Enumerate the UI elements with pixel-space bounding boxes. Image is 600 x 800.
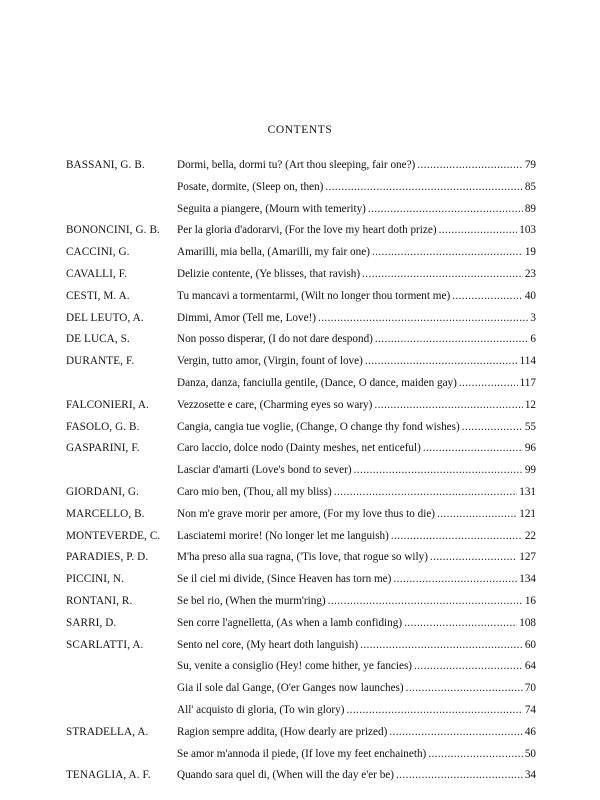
song-title: Tu mancavi a tormentarmi, (Wilt no longer thou torment me) (177, 289, 451, 302)
song-title: Se bel rio, (When the murm'ring) (177, 594, 326, 607)
page-number: 131 (519, 485, 536, 498)
dot-leader (430, 547, 517, 569)
composer-name: PARADIES, P. D. (66, 551, 149, 564)
song-title: Lasciatemi morire! (No longer let me languish) (177, 529, 389, 542)
dot-leader (328, 591, 523, 613)
dot-leader (375, 329, 528, 351)
composer-name: RONTANI, R. (66, 594, 133, 607)
toc-entry (66, 220, 536, 242)
song-title-line (177, 765, 536, 787)
toc-entry (66, 438, 536, 460)
song-title-line (177, 373, 536, 395)
song-title-line (177, 635, 536, 657)
song-title: Per la gloria d'adorarvi, (For the love my heart doth prize) (177, 224, 437, 237)
song-title-line (177, 569, 536, 591)
dot-leader (396, 765, 523, 787)
composer-name: DEL LEUTO, A. (66, 311, 144, 324)
song-title-line (177, 482, 536, 504)
page-number: 16 (524, 594, 536, 607)
toc-entry (66, 744, 536, 766)
table-of-contents (66, 155, 536, 787)
page-number: 103 (519, 224, 536, 237)
toc-entry (66, 547, 536, 569)
song-title: Su, venite a consiglio (Hey! come hither, ye fancies) (177, 660, 413, 673)
song-title-line (177, 242, 536, 264)
toc-entry (66, 613, 536, 635)
composer-name: CESTI, M. A. (66, 289, 130, 302)
dot-leader (325, 177, 522, 199)
dot-leader (417, 155, 523, 177)
song-title-line (177, 700, 536, 722)
dot-leader (406, 678, 523, 700)
page-number: 12 (524, 398, 536, 411)
toc-entry (66, 395, 536, 417)
song-title: Posate, dormite, (Sleep on, then) (177, 180, 324, 193)
dot-leader (459, 373, 518, 395)
song-title: Non m'e grave morir per amore, (For my love thus to die) (177, 507, 436, 520)
page-number: 70 (524, 682, 536, 695)
composer-name: SCARLATTI, A. (66, 638, 144, 651)
song-title: Ragion sempre addita, (How dearly are prized) (177, 725, 388, 738)
song-title-line (177, 460, 536, 482)
dot-leader (318, 308, 528, 330)
page-number: 6 (530, 333, 536, 346)
dot-leader (362, 264, 523, 286)
song-title: Amarilli, mia bella, (Amarilli, my fair one) (177, 246, 370, 259)
song-title: Se amor m'annoda il piede, (If love my feet enchaineth) (177, 747, 427, 760)
toc-entry (66, 526, 536, 548)
toc-entry (66, 765, 536, 787)
song-title-line (177, 199, 536, 221)
page-number: 34 (524, 769, 536, 782)
page-number: 96 (524, 442, 536, 455)
song-title: Vergin, tutto amor, (Virgin, fount of love) (177, 355, 363, 368)
composer-name: DE LUCA, S. (66, 333, 130, 346)
page-number: 46 (524, 725, 536, 738)
song-title-line (177, 656, 536, 678)
page-number: 79 (524, 159, 536, 171)
dot-leader (437, 504, 517, 526)
page-number: 89 (524, 202, 536, 215)
dot-leader (428, 744, 523, 766)
composer-name: CACCINI, G. (66, 246, 130, 259)
page-number: 108 (519, 616, 536, 629)
song-title-line (177, 591, 536, 613)
song-title: Se il ciel mi divide, (Since Heaven has torn me) (177, 573, 392, 586)
dot-leader (365, 351, 518, 373)
song-title: Danza, danza, fanciulla gentile, (Dance, O dance, maiden gay) (177, 376, 457, 389)
song-title: M'ha preso alla sua ragna, ('Tis love, that rogue so wily) (177, 551, 428, 564)
page-number: 121 (519, 507, 536, 520)
toc-entry (66, 482, 536, 504)
song-title: Gia il sole dal Gange, (O'er Ganges now launches) (177, 682, 404, 695)
song-title-line (177, 220, 536, 242)
composer-name: GIORDANI, G. (66, 485, 139, 498)
composer-name: GASPARINI, F. (66, 442, 140, 455)
song-title: Dimmi, Amor (Tell me, Love!) (177, 311, 317, 324)
song-title: Cangia, cangia tue voglie, (Change, O change thy fond wishes) (177, 420, 460, 433)
dot-leader (360, 635, 523, 657)
page-number: 64 (524, 660, 536, 673)
toc-entry (66, 722, 536, 744)
dot-leader (334, 482, 517, 504)
toc-entry (66, 308, 536, 330)
page-number: 50 (524, 747, 536, 760)
song-title-line (177, 155, 536, 177)
page-number: 127 (519, 551, 536, 564)
composer-name: PICCINI, N. (66, 573, 124, 586)
toc-entry (66, 351, 536, 373)
toc-entry (66, 155, 536, 177)
composer-name: MARCELLO, B. (66, 507, 145, 520)
toc-entry (66, 286, 536, 308)
toc-entry (66, 460, 536, 482)
song-title-line (177, 395, 536, 417)
page-number: 22 (524, 529, 536, 542)
dot-leader (389, 722, 523, 744)
song-title-line (177, 329, 536, 351)
page-number: 85 (524, 180, 536, 193)
song-title: Lasciar d'amarti (Love's bond to sever) (177, 464, 352, 477)
page-number: 117 (519, 376, 536, 389)
dot-leader (374, 395, 522, 417)
song-title-line (177, 526, 536, 548)
toc-entry (66, 373, 536, 395)
page-number: 60 (524, 638, 536, 651)
song-title-line (177, 678, 536, 700)
song-title: Sento nel core, (My heart doth languish) (177, 638, 359, 651)
song-title: Caro mio ben, (Thou, all my bliss) (177, 485, 332, 498)
page-number: 3 (530, 311, 536, 324)
toc-entry (66, 199, 536, 221)
dot-leader (404, 613, 517, 635)
toc-entry (66, 329, 536, 351)
dot-leader (372, 242, 523, 264)
composer-name: TENAGLIA, A. F. (66, 769, 151, 782)
song-title: Caro laccio, dolce nodo (Dainty meshes, net enticeful) (177, 442, 421, 455)
dot-leader (354, 460, 523, 482)
dot-leader (414, 656, 523, 678)
song-title-line (177, 177, 536, 199)
toc-entry (66, 264, 536, 286)
song-title-line (177, 417, 536, 439)
song-title: Delizie contente, (Ye blisses, that ravish) (177, 267, 361, 280)
composer-name: FASOLO, G. B. (66, 420, 140, 433)
song-title-line (177, 308, 536, 330)
toc-entry (66, 591, 536, 613)
page-number: 55 (524, 420, 536, 433)
song-title: Sen corre l'agnelletta, (As when a lamb confiding) (177, 616, 403, 629)
song-title: All' acquisto di gloria, (To win glory) (177, 703, 345, 716)
dot-leader (368, 199, 523, 221)
song-title-line (177, 547, 536, 569)
song-title-line (177, 613, 536, 635)
song-title-line (177, 504, 536, 526)
toc-entry (66, 700, 536, 722)
song-title-line (177, 744, 536, 766)
song-title-line (177, 264, 536, 286)
page-number: 23 (524, 267, 536, 280)
page-number: 40 (524, 289, 536, 302)
song-title: Vezzosette e care, (Charming eyes so wary) (177, 398, 373, 411)
song-title-line (177, 438, 536, 460)
composer-name: BONONCINI, G. B. (66, 224, 160, 237)
composer-name: BASSANI, G. B. (66, 159, 145, 171)
song-title: Non posso disperar, (I do not dare despond) (177, 333, 373, 346)
song-title-line (177, 351, 536, 373)
dot-leader (462, 417, 523, 439)
song-title: Seguita a piangere, (Mourn with temerity) (177, 202, 366, 215)
toc-entry (66, 417, 536, 439)
song-title: Dormi, bella, dormi tu? (Art thou sleeping, fair one?) (177, 159, 416, 171)
page-number: 19 (524, 246, 536, 259)
dot-leader (423, 438, 523, 460)
dot-leader (346, 700, 522, 722)
dot-leader (439, 220, 518, 242)
song-title-line (177, 286, 536, 308)
toc-entry (66, 177, 536, 199)
composer-name: DURANTE, F. (66, 355, 135, 368)
toc-entry (66, 242, 536, 264)
composer-name: STRADELLA, A. (66, 725, 149, 738)
page-title: CONTENTS (267, 124, 333, 136)
page-number: 134 (519, 573, 536, 586)
composer-name: CAVALLI, F. (66, 267, 128, 280)
dot-leader (393, 569, 517, 591)
toc-entry (66, 678, 536, 700)
dot-leader (452, 286, 523, 308)
toc-entry (66, 569, 536, 591)
composer-name: MONTEVERDE, C. (66, 529, 161, 542)
song-title: Quando sara quel di, (When will the day e'er be) (177, 769, 394, 782)
composer-name: FALCONIERI, A. (66, 398, 149, 411)
composer-name: SARRI, D. (66, 616, 117, 629)
page-number: 99 (524, 464, 536, 477)
toc-entry (66, 504, 536, 526)
dot-leader (391, 526, 523, 548)
page-number: 74 (524, 703, 536, 716)
song-title-line (177, 722, 536, 744)
toc-entry (66, 635, 536, 657)
page-number: 114 (519, 355, 536, 368)
toc-entry (66, 656, 536, 678)
